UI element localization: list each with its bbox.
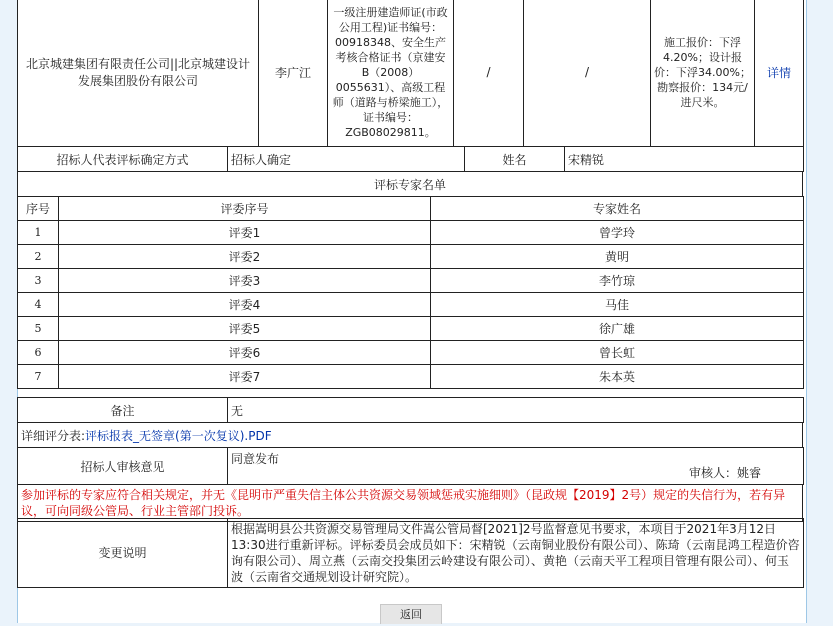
- expert-list-title: 评标专家名单: [18, 172, 803, 197]
- expert-name: 马佳: [431, 293, 804, 317]
- expert-seat: 评委2: [59, 245, 431, 269]
- expert-row: [18, 365, 804, 389]
- expert-name: 徐广雄: [431, 317, 804, 341]
- rep-table: [17, 146, 804, 172]
- candidate-row: [18, 0, 804, 147]
- expert-no: 3: [18, 269, 59, 293]
- expert-row: [18, 245, 804, 269]
- warning-text: 参加评标的专家应符合相关规定，并无《昆明市严重失信主体公共资源交易领域惩戒实施细则》（昆政规【2019】2号）规定的失信行为，若有异议，可向同级公管局、行业主管部门投诉。: [18, 485, 803, 522]
- expert-no: 4: [18, 293, 59, 317]
- expert-seat: 评委6: [59, 341, 431, 365]
- rep-name-label: 姓名: [465, 147, 565, 172]
- expert-seat: 评委7: [59, 365, 431, 389]
- expert-seat: 评委1: [59, 221, 431, 245]
- detail-score-pdf-link[interactable]: 评标报表_无签章(第一次复议).PDF: [85, 428, 272, 443]
- candidate-col5: /: [524, 0, 651, 147]
- detail-score-prefix: 详细评分表:: [21, 428, 86, 443]
- expert-name: 朱本英: [431, 365, 804, 389]
- expert-name: 黄明: [431, 245, 804, 269]
- expert-no: 5: [18, 317, 59, 341]
- warning-table: [17, 484, 803, 522]
- header-no: 序号: [18, 197, 59, 221]
- header-name: 专家姓名: [431, 197, 804, 221]
- note-value: 无: [228, 398, 804, 423]
- expert-row: [18, 341, 804, 365]
- expert-name: 曾学玲: [431, 221, 804, 245]
- expert-seat: 评委4: [59, 293, 431, 317]
- candidate-table: [17, 0, 804, 147]
- back-button[interactable]: 返回: [380, 604, 442, 624]
- project-manager: 李广江: [259, 0, 328, 147]
- expert-name: 曾长虹: [431, 341, 804, 365]
- change-label: 变更说明: [18, 519, 228, 588]
- review-cell: [228, 448, 804, 485]
- candidate-company: 北京城建集团有限责任公司||北京城建设计发展集团股份有限公司: [18, 0, 259, 147]
- expert-no: 7: [18, 365, 59, 389]
- expert-row: [18, 293, 804, 317]
- header-seat: 评委序号: [59, 197, 431, 221]
- reviewer: 审核人：姚睿: [688, 466, 761, 480]
- candidate-col4: /: [454, 0, 524, 147]
- expert-name: 李竹琼: [431, 269, 804, 293]
- rep-method-label: 招标人代表评标确定方式: [18, 147, 228, 172]
- note-label: 备注: [18, 398, 228, 423]
- review-opinion: 同意发布: [231, 452, 280, 466]
- change-text: 根据嵩明县公共资源交易管理局文件嵩公管局督[2021]2号监督意见书要求，本项目于2021年3月12日13:30进行重新评标。评标委员会成员如下：宋精锐（云南铜业股份有限公司）、陈琦（云南昆鸿工程造价咨询有限公司）、周立燕（云南交投集团云岭建设有限公司）、黄艳（云南天平工程项目管理有限公司）、何玉波（云南省交通规划设计研究院）。: [228, 519, 804, 588]
- certificates: 一级注册建造师证(市政公用工程)证书编号：00918348、安全生产考核合格证书（京建安 B（2008）0055631）、高级工程师（道路与桥梁施工），证书编号：ZGB08029811。: [328, 0, 454, 147]
- expert-row: [18, 269, 804, 293]
- detail-score-table: [17, 422, 803, 448]
- rep-name-value: 宋精锐: [565, 147, 804, 172]
- note-table: [17, 397, 804, 423]
- expert-row: [18, 317, 804, 341]
- expert-seat: 评委3: [59, 269, 431, 293]
- expert-table: [17, 196, 804, 389]
- detail-cell: [755, 0, 804, 147]
- expert-seat: 评委5: [59, 317, 431, 341]
- change-table: [17, 518, 804, 588]
- detail-link[interactable]: 详情: [766, 65, 791, 80]
- detail-score-cell: [18, 423, 803, 448]
- expert-header-row: [18, 197, 804, 221]
- expert-no: 1: [18, 221, 59, 245]
- rep-method-value: 招标人确定: [228, 147, 465, 172]
- expert-title-table: [17, 171, 803, 197]
- expert-row: [18, 221, 804, 245]
- review-label: 招标人审核意见: [18, 448, 228, 485]
- review-table: [17, 447, 804, 485]
- expert-no: 2: [18, 245, 59, 269]
- offer-price: 施工报价：下浮4.20%；设计报价：下浮34.00%；勘察报价：134元/进尺米。: [651, 0, 755, 147]
- expert-no: 6: [18, 341, 59, 365]
